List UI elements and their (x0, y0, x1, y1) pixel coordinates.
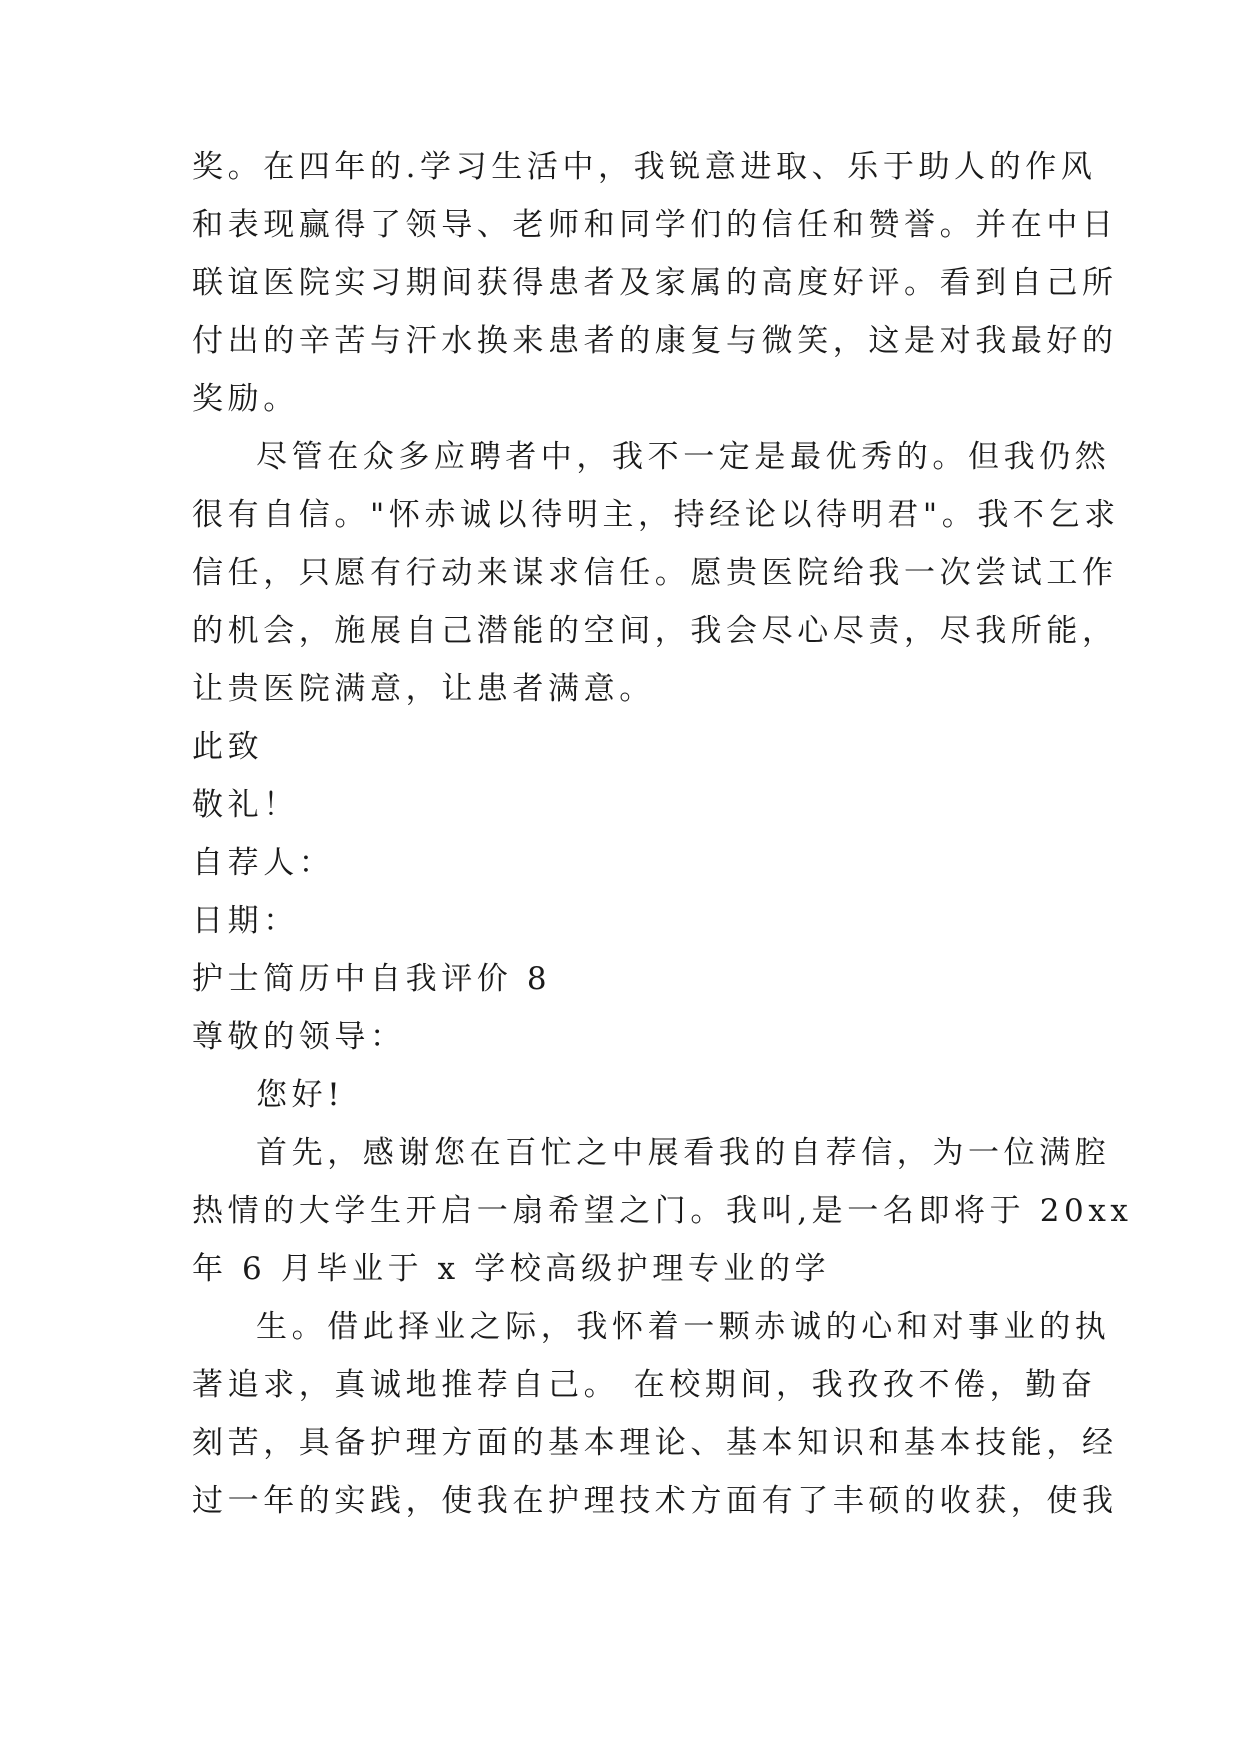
paragraph-start-line: 首先，感谢您在百忙之中展看我的自荐信，为一位满腔 (256, 1135, 1111, 1171)
text-line: 奖励。 (192, 381, 299, 417)
date-label: 日期： (192, 903, 299, 939)
closing-line: 此致 (192, 729, 264, 765)
text-line: 过一年的实践，使我在护理技术方面有了丰硕的收获，使我 (192, 1483, 1118, 1519)
greeting-hello: 您好! (256, 1077, 345, 1113)
text-line: 年 6 月毕业于 x 学校高级护理专业的学 (192, 1251, 831, 1287)
text-line: 的机会，施展自己潜能的空间，我会尽心尽责，尽我所能， (192, 613, 1118, 649)
paragraph-start-line: 生。借此择业之际，我怀着一颗赤诚的心和对事业的执 (256, 1309, 1111, 1345)
text-line: 和表现赢得了领导、老师和同学们的信任和赞誉。并在中日 (192, 207, 1118, 243)
text-line: 奖。在四年的.学习生活中，我锐意进取、乐于助人的作风 (192, 149, 1097, 185)
text-line: 很有自信。"怀赤诚以待明主，持经论以待明君"。我不乞求 (192, 497, 1120, 533)
text-line: 著追求，真诚地推荐自己。 在校期间，我孜孜不倦，勤奋 (192, 1367, 1097, 1403)
text-line: 信任，只愿有行动来谋求信任。愿贵医院给我一次尝试工作 (192, 555, 1118, 591)
paragraph-start-line: 尽管在众多应聘者中，我不一定是最优秀的。但我仍然 (256, 439, 1111, 475)
text-line: 热情的大学生开启一扇希望之门。我叫,是一名即将于 20xx (192, 1193, 1133, 1229)
text-line: 联谊医院实习期间获得患者及家属的高度好评。看到自己所 (192, 265, 1118, 301)
text-line: 刻苦，具备护理方面的基本理论、基本知识和基本技能，经 (192, 1425, 1118, 1461)
text-line: 付出的辛苦与汗水换来患者的康复与微笑，这是对我最好的 (192, 323, 1118, 359)
signer-label: 自荐人： (192, 845, 335, 881)
section-title: 护士简历中自我评价 8 (192, 961, 552, 997)
salutation-line: 敬礼！ (192, 787, 299, 823)
text-line: 让贵医院满意，让患者满意。 (192, 671, 655, 707)
greeting-line: 尊敬的领导： (192, 1019, 406, 1055)
